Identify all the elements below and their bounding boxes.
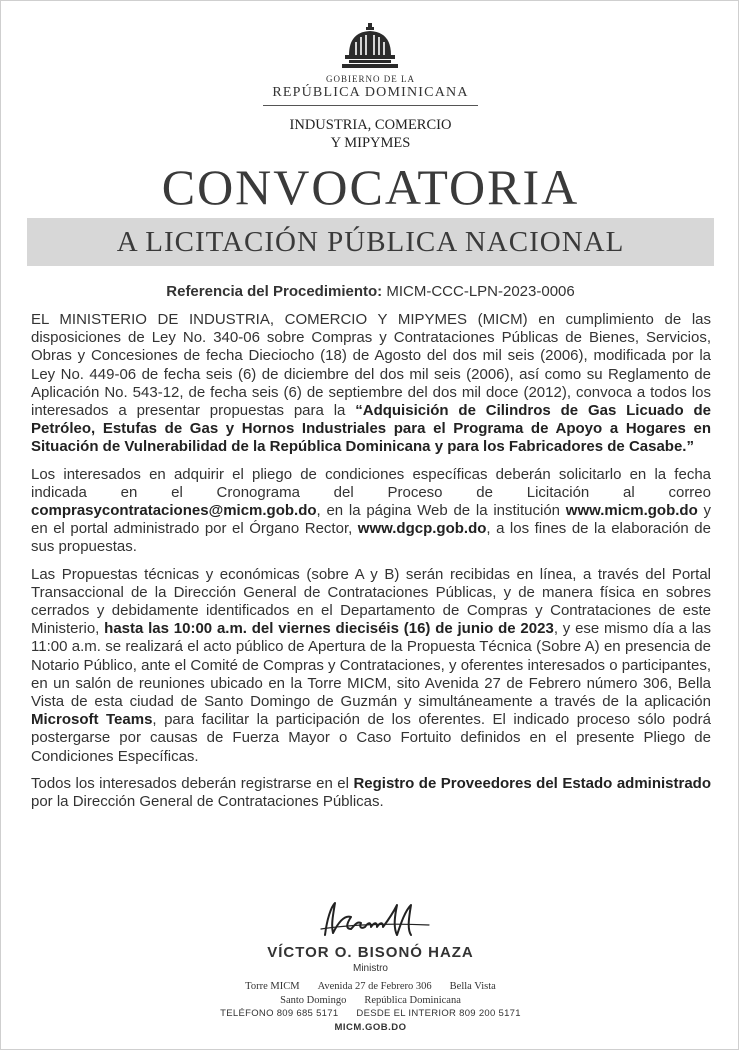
p3-text-3: , para facilitar la participación de los oferentes. El indicado proceso sólo podrá postergarse por causas de Fuerza Mayor o Caso Fortuito definidos en el presente Pliego de Condiciones Específicas. <box>31 711 711 765</box>
p2-text-2: , en la página Web de la institución <box>316 502 566 520</box>
footer-address-line <box>1 980 739 994</box>
p2-text-4: , a los fines de la elaboración de sus propuestas. <box>31 520 711 556</box>
page-title: CONVOCATORIA <box>161 159 580 215</box>
email-link[interactable]: comprasycontrataciones@micm.gob.do <box>31 502 317 520</box>
announcement-body <box>31 311 711 820</box>
paragraph-3 <box>31 566 711 766</box>
footer-website[interactable]: MICM.GOB.DO <box>334 1021 407 1033</box>
government-line-1: GOBIERNO DE LA <box>326 74 415 84</box>
paragraph-2 <box>31 466 711 557</box>
deadline-text: hasta las 10:00 a.m. del viernes dieciséis (16) de junio de 2023 <box>104 620 554 638</box>
page-subtitle: A LICITACIÓN PÚBLICA NACIONAL <box>116 226 625 258</box>
footer-country: República Dominicana <box>364 994 461 1006</box>
handwritten-signature-icon <box>317 899 435 943</box>
paragraph-4 <box>31 775 711 811</box>
p1-bold-title: “Adquisición de Cilindros de Gas Licuado de Petróleo, Estufas de Gas y Hornos Industriales para el Programa de Apoyo a Hogares en Situación de Vulnerabilidad de la República Dominicana y para los Fabricadores de Casabe.” <box>31 402 711 456</box>
header-divider <box>263 105 478 106</box>
p1-text: EL MINISTERIO DE INDUSTRIA, COMERCIO Y MIPYMES (MICM) en cumplimiento de las disposiciones de Ley No. 340-06 sobre Compras y Contrataciones Públicas de Bienes, Servicios, Obras y Concesiones de fecha Dieciocho (18) de Agosto del dos mil seis (2006), modificada por la Ley No. 449-06 de fecha seis (6) de diciembre del dos mil seis (2006), así como su Reglamento de Aplicación No. 543-12, de fecha seis (6) de septiembre del dos mil doce (2012), convoca a todos los interesados a presentar propuestas para la <box>31 311 711 420</box>
teams-app-name: Microsoft Teams <box>31 711 153 729</box>
footer-contact <box>1 980 739 1034</box>
p4-text-2: por la Dirección General de Contrataciones Públicas. <box>31 793 384 811</box>
micm-website-link[interactable]: www.micm.gob.do <box>565 502 698 520</box>
paragraph-1 <box>31 311 711 457</box>
p2-text-3: y en el portal administrado por el Órgano Rector, <box>31 502 712 538</box>
reference-label: Referencia del Procedimiento: <box>166 283 383 300</box>
signer-name: VÍCTOR O. BISONÓ HAZA <box>267 944 474 961</box>
signer-role: Ministro <box>352 963 388 974</box>
p3-text-2: , y ese mismo día a las 11:00 a.m. se realizará el acto público de Apertura de la Propuesta Técnica (Sobre A) en presencia de Notario Público, ante el Comité de Compras y Contrataciones, y oferentes interesados o participantes, en un salón de reuniones ubicado en la Torre MICM, sito Avenida 27 de Febrero número 306, Bella Vista de esta ciudad de Santo Domingo de Guzmán y simultáneamente a través de la aplicación <box>31 620 711 711</box>
footer-building: Torre MICM <box>245 981 300 992</box>
p3-text-1: Las Propuestas técnicas y económicas (sobre A y B) serán recibidas en línea, a través del Portal Transaccional de la Dirección General de Contrataciones Públicas, y de manera física en sobres cerrados y debidamente identificados en el Departamento de Compras y Contrataciones de este Ministerio, <box>31 565 711 638</box>
p4-text-1: Todos los interesados deberán registrarse en el <box>31 774 354 792</box>
footer-phone: TELÉFONO 809 685 5171 <box>220 1008 339 1019</box>
dome-seal-icon <box>337 23 403 71</box>
footer-city: Santo Domingo <box>280 994 347 1006</box>
footer-neighborhood: Bella Vista <box>449 981 496 992</box>
ministry-name <box>1 116 739 152</box>
dgcp-website-link[interactable]: www.dgcp.gob.do <box>357 520 487 538</box>
reference-value: MICM-CCC-LPN-2023-0006 <box>382 283 575 300</box>
footer-city-line <box>1 994 739 1008</box>
ministry-line-1: INDUSTRIA, COMERCIO <box>289 117 452 133</box>
footer-street: Avenida 27 de Febrero 306 <box>317 981 432 992</box>
registry-name: Registro de Proveedores del Estado administrado <box>353 774 711 792</box>
footer-phone-interior: DESDE EL INTERIOR 809 200 5171 <box>356 1008 521 1019</box>
p2-text-1: Los interesados en adquirir el pliego de condiciones específicas deberán solicitarlo en la fecha indicada en el Cronograma del Proceso de Licitación al correo <box>31 465 711 501</box>
procedure-reference <box>1 283 739 300</box>
government-line-2: REPÚBLICA DOMINICANA <box>272 85 469 100</box>
footer-phone-line <box>1 1007 739 1021</box>
ministry-line-2: Y MIPYMES <box>330 135 411 151</box>
